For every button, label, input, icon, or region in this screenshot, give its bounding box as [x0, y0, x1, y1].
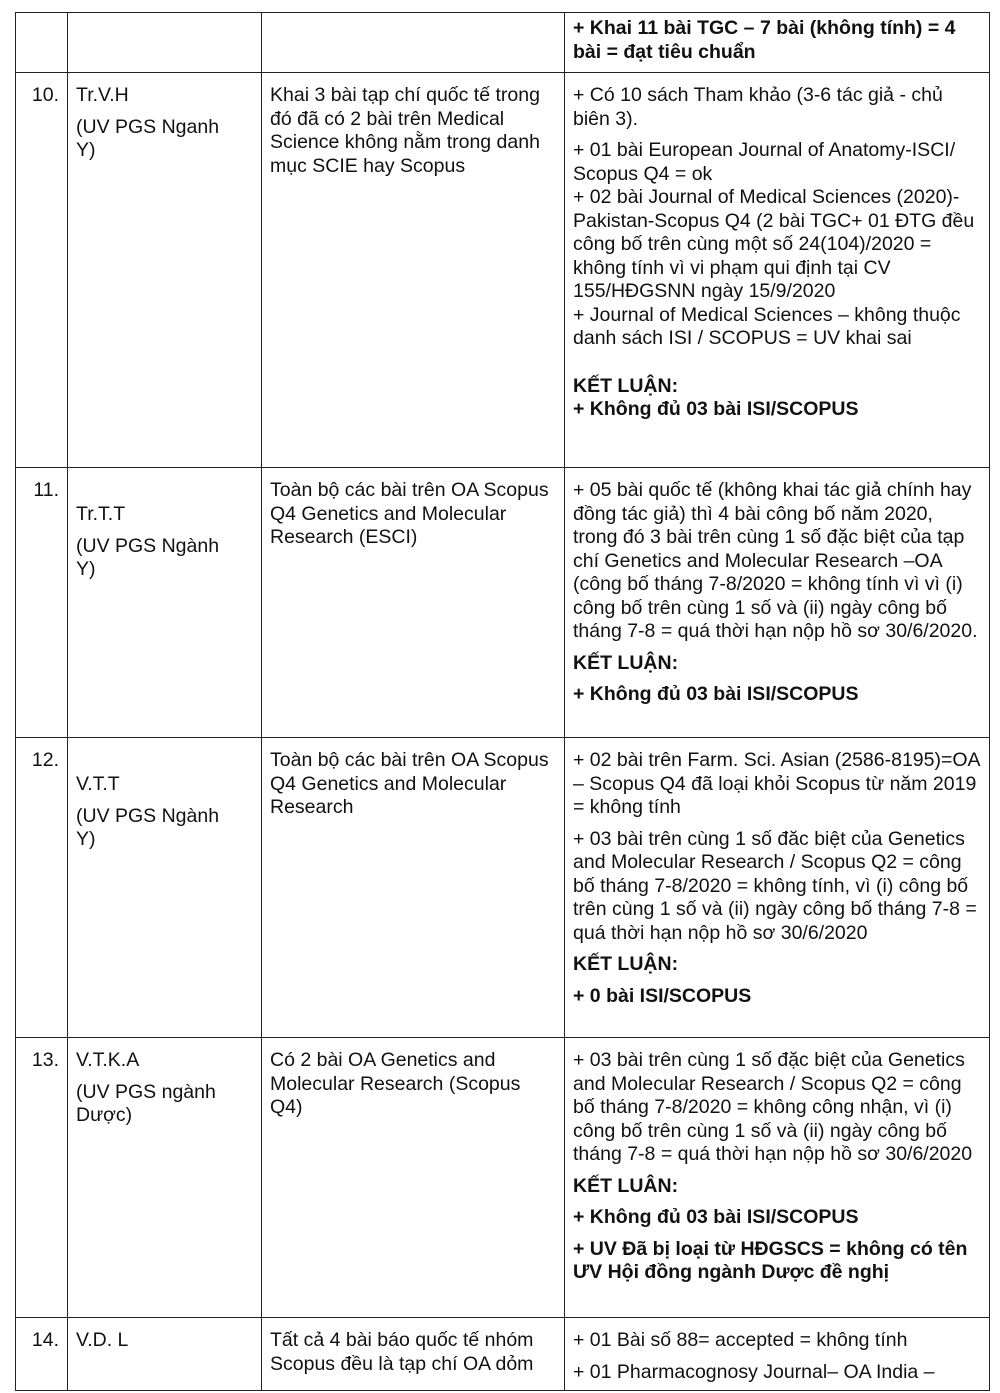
member-cell [68, 1318, 262, 1391]
member-cell [68, 1038, 262, 1318]
table-row [16, 1038, 990, 1318]
member-role: (UV PGS ngành Dược) [76, 1080, 216, 1126]
declared-text: Khai 3 bài tạp chí quốc tế trong đó đã có 2 bài trên Medical Science không nằm trong danh mục SCIE hay Scopus [270, 84, 540, 177]
review-line: + Khai 11 bài TGC – 7 bài (không tính) = 4 bài = đạt tiêu chuẩn [573, 17, 956, 63]
declared-cell [262, 13, 565, 73]
review-line: + 02 bài trên Farm. Sci. Asian (2586-8195)=OA – Scopus Q4 đã loại khỏi Scopus từ năm 2019 = không tính [573, 749, 980, 818]
member-role: (UV PGS Ngành Y) [76, 804, 220, 850]
row-number-cell [16, 468, 68, 738]
review-cell [565, 13, 990, 73]
declared-text: Toàn bộ các bài trên OA Scopus Q4 Genetics and Molecular Research (ESCI) [270, 479, 549, 548]
conclusion-label: KẾT LUẬN: [573, 374, 679, 397]
declared-cell [262, 73, 565, 468]
review-line: + 03 bài trên cùng 1 số đăc biệt của Genetics and Molecular Research / Scopus Q2 = công bố tháng 7-8/2020 = không tính, vì (i) công bố trên cùng 1 số và (ii) ngày công bố tháng 7-8 = quá thời hạn nộp hồ sơ 30/6/2020 [573, 827, 977, 944]
conclusion-text: + 0 bài ISI/SCOPUS [573, 984, 752, 1007]
declared-text: Toàn bộ các bài trên OA Scopus Q4 Genetics and Molecular Research [270, 749, 549, 818]
conclusion-text: + UV Đã bị loại từ HĐGSCS = không có tên ƯV Hội đồng ngành Dược đề nghị [573, 1237, 968, 1283]
declared-cell [262, 738, 565, 1038]
review-cell [565, 468, 990, 738]
row-number: 14. [31, 1329, 59, 1351]
table-row [16, 13, 990, 73]
row-number-cell [16, 1318, 68, 1391]
row-number-cell [16, 13, 68, 73]
review-cell [565, 73, 990, 468]
row-number: 11. [33, 479, 59, 501]
review-line: + Có 10 sách Tham khảo (3-6 tác giả - chủ biên 3). [573, 84, 943, 130]
review-line: + 03 bài trên cùng 1 số đặc biệt của Genetics and Molecular Research / Scopus Q2 = công bố tháng 7-8/2020 = không công nhận, vì (i) công bố trên cùng 1 số và (ii) ngày công bố tháng 7-8 = quá thời hạn nộp hồ sơ 30/6/2020 [573, 1049, 973, 1165]
row-number: 12. [31, 749, 59, 771]
declared-cell [262, 1038, 565, 1318]
conclusion-label: KẾT LUẬN: [573, 953, 679, 975]
member-name: V.T.T [76, 773, 120, 795]
table-row [16, 468, 990, 738]
member-name: V.D. L [76, 1329, 129, 1351]
review-line: + 02 bài Journal of Medical Sciences (2020)-Pakistan-Scopus Q4 (2 bài TGC+ 01 ĐTG đều công bố trên cùng một số 24(104)/2020 = không tính vì vi phạm qui định tại CV 155/HĐGSNN ngày 15/9/2020 [573, 186, 975, 302]
review-line: + 01 bài European Journal of Anatomy-ISCI/ Scopus Q4 = ok [573, 139, 956, 185]
member-cell [68, 13, 262, 73]
review-line: + 01 Bài số 88= accepted = không tính [573, 1329, 908, 1351]
member-cell [68, 73, 262, 468]
conclusion-text: + Không đủ 03 bài ISI/SCOPUS [573, 398, 859, 420]
row-number-cell [16, 1038, 68, 1318]
review-cell [565, 1038, 990, 1318]
conclusion-text: + Không đủ 03 bài ISI/SCOPUS [573, 1206, 859, 1228]
declared-cell [262, 468, 565, 738]
member-role: (UV PGS Ngành Y) [76, 534, 220, 580]
row-number: 10. [31, 84, 59, 106]
declared-text: Có 2 bài OA Genetics and Molecular Research (Scopus Q4) [270, 1049, 521, 1118]
table-row [16, 1318, 990, 1391]
row-number-cell [16, 738, 68, 1038]
review-table [15, 12, 990, 1391]
table-row [16, 73, 990, 468]
member-role: (UV PGS Nganh Y) [76, 115, 220, 161]
review-cell [565, 738, 990, 1038]
row-number-cell [16, 73, 68, 468]
member-name: Tr.T.T [76, 503, 126, 525]
table-row [16, 738, 990, 1038]
conclusion-label: KẾT LUẬN: [573, 651, 679, 674]
review-line: + Journal of Medical Sciences – không thuộc danh sách ISI / SCOPUS = UV khai sai [573, 303, 961, 349]
review-line: + 05 bài quốc tế (không khai tác giả chính hay đồng tác giả) thì 4 bài công bố năm 2020, trong đó 3 bài trên cùng 1 số đặc biệt của tạp chí Genetics and Molecular Research –OA (công bố tháng 7-8/2020 = không tính vì vì (i) công bố trên cùng 1 số và (ii) ngày công bố tháng 7-8 = quá thời hạn nộp hồ sơ 30/6/2020. [573, 479, 978, 642]
member-cell [68, 738, 262, 1038]
member-cell [68, 468, 262, 738]
declared-text: Tất cả 4 bài báo quốc tế nhóm Scopus đều là tạp chí OA dỏm [270, 1329, 534, 1375]
review-cell [565, 1318, 990, 1391]
member-name: Tr.V.H [76, 84, 129, 106]
review-line: + 01 Pharmacognosy Journal– OA India – [573, 1360, 935, 1383]
declared-cell [262, 1318, 565, 1391]
conclusion-text: + Không đủ 03 bài ISI/SCOPUS [573, 683, 859, 705]
member-name: V.T.K.A [76, 1049, 140, 1071]
row-number: 13. [31, 1049, 59, 1071]
conclusion-label: KẾT LUÂN: [573, 1174, 679, 1197]
